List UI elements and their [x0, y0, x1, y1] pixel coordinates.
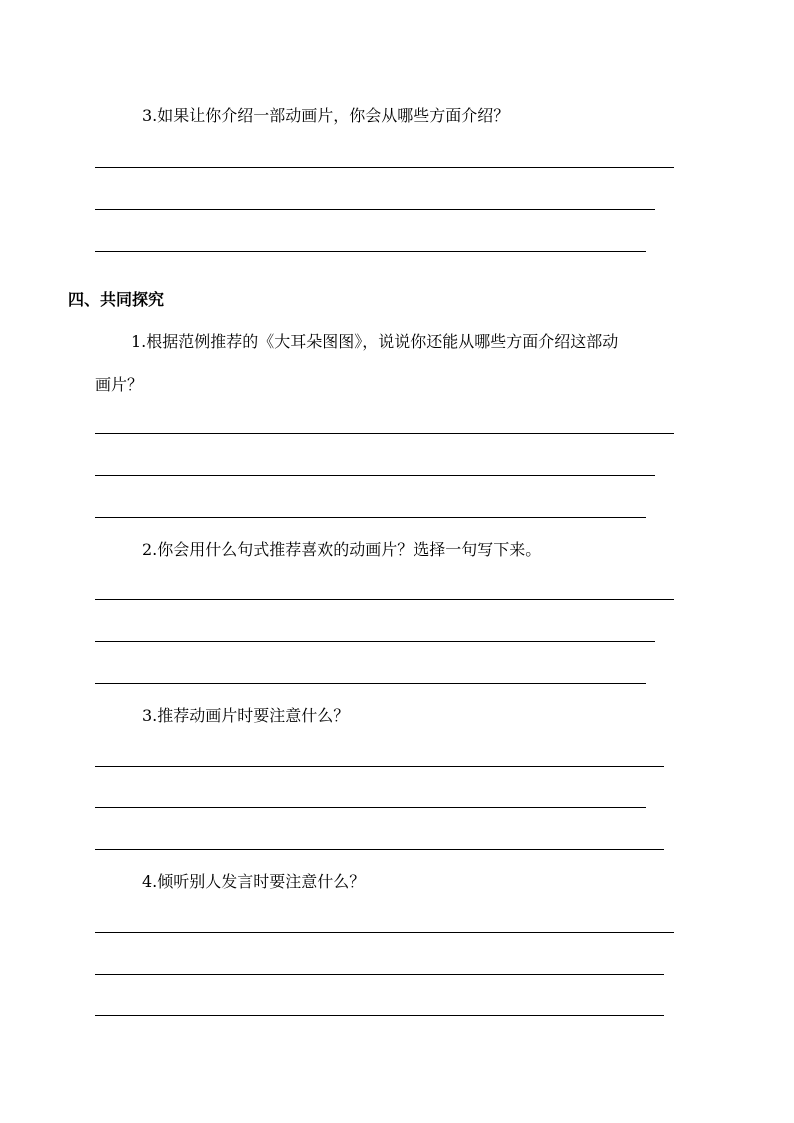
answer-line[interactable] [95, 932, 674, 933]
answer-line[interactable] [95, 209, 655, 210]
answer-line[interactable] [95, 974, 664, 975]
answer-line[interactable] [95, 641, 655, 642]
question-4-4: 4.倾听别人发言时要注意什么？ [142, 872, 366, 891]
question-4-1-line2: 画片？ [95, 375, 144, 394]
answer-line[interactable] [95, 683, 646, 684]
section-4-heading: 四、共同探究 [68, 290, 165, 309]
answer-line[interactable] [95, 251, 646, 252]
answer-line[interactable] [95, 599, 674, 600]
answer-line[interactable] [95, 766, 664, 767]
question-4-1-line1: 1.根据范例推荐的《大耳朵图图》，说说你还能从哪些方面介绍这部动 [131, 332, 619, 351]
answer-line[interactable] [95, 433, 674, 434]
answer-line[interactable] [95, 167, 674, 168]
question-3-3: 3.如果让你介绍一部动画片，你会从哪些方面介绍？ [142, 106, 510, 125]
question-4-3: 3.推荐动画片时要注意什么？ [142, 706, 350, 725]
answer-line[interactable] [95, 1015, 664, 1016]
question-4-2: 2.你会用什么句式推荐喜欢的动画片？选择一句写下来。 [142, 540, 542, 559]
answer-line[interactable] [95, 849, 664, 850]
answer-line[interactable] [95, 807, 646, 808]
answer-line[interactable] [95, 475, 655, 476]
answer-line[interactable] [95, 517, 646, 518]
